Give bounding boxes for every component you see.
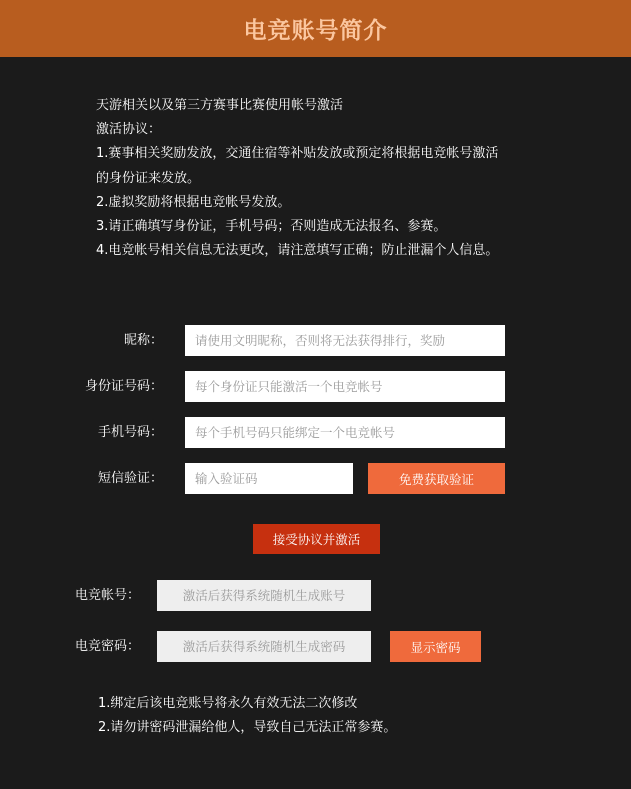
intro-line: 2.虚拟奖励将根据电竞帐号发放。: [96, 194, 291, 210]
intro-line: 4.电竞帐号相关信息无法更改，请注意填写正确；防止泄漏个人信息。: [96, 243, 499, 259]
intro-line: 3.请正确填写身份证，手机号码；否则造成无法报名、参赛。: [96, 219, 447, 235]
phone-row: [0, 417, 631, 448]
intro-line: 天游相关以及第三方赛事比赛使用帐号激活: [96, 98, 344, 113]
nickname-input[interactable]: [185, 325, 505, 356]
nickname-label: 昵称：: [123, 333, 163, 348]
intro-line: 激活协议：: [96, 122, 162, 138]
note-line: 1.绑定后该电竞账号将永久有效无法二次修改: [98, 696, 358, 711]
note-line: 2.请勿讲密码泄漏给他人，导致自己无法正常参赛。: [98, 720, 397, 735]
intro-line: 1.赛事相关奖励发放，交通住宿等补贴发放或预定将根据电竞帐号激活: [96, 146, 499, 162]
id-card-input[interactable]: [185, 371, 505, 402]
account-row: [0, 580, 631, 611]
account-label: 电竞帐号：: [74, 588, 140, 603]
password-label: 电竞密码：: [74, 639, 140, 654]
accept-and-activate-button[interactable]: 接受协议并激活: [253, 524, 380, 554]
notes-text: [98, 692, 396, 740]
password-row: [0, 631, 631, 662]
account-field: [157, 580, 371, 611]
page-title: 电竞账号简介: [243, 18, 388, 44]
id-card-row: [0, 371, 631, 402]
phone-label: 手机号码：: [97, 425, 163, 440]
password-field: [157, 631, 371, 662]
get-sms-code-button[interactable]: 免费获取验证: [368, 463, 505, 494]
show-password-button[interactable]: 显示密码: [390, 631, 481, 662]
id-card-label: 身份证号码：: [84, 379, 163, 394]
sms-row: [0, 463, 631, 494]
sms-code-input[interactable]: [185, 463, 353, 494]
phone-input[interactable]: [185, 417, 505, 448]
sms-label: 短信验证：: [97, 471, 163, 486]
intro-text: [96, 94, 576, 263]
intro-line: 的身份证来发放。: [96, 170, 201, 186]
nickname-row: [0, 325, 631, 356]
header-bar: [0, 0, 631, 57]
